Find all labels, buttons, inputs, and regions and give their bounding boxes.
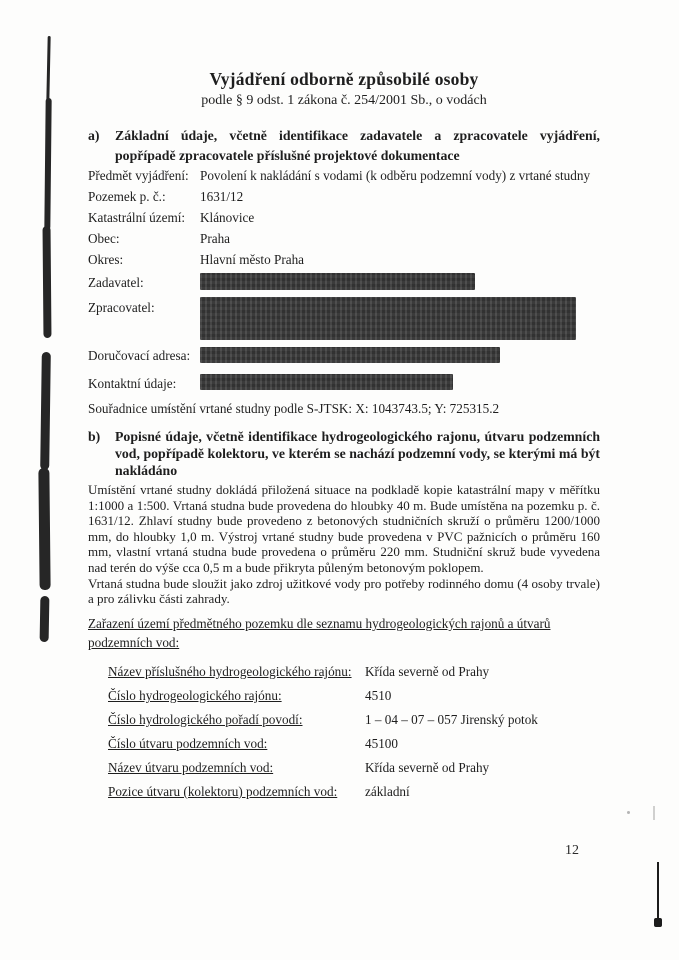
scan-binding-streak — [43, 226, 52, 338]
field-row-predmet — [88, 165, 600, 186]
body-paragraph-1: Umístění vrtané studny dokládá přiložená situace na podkladě kopie katastrální mapy v měřítku 1:1000 a 1:500. Vrtaná studna bude provedena do hloubky 40 m. Bude umístěna na pozemku p. č. 1631/12. Zhlaví studny bude provedeno z betonových studničních skruží o průměru 1200/1000 mm, do hloubky 1,0 m. Výstroj vrtané studny bude provedena v PVC pažnicích o průměru 160 mm, vlastní vrtaná studna bude provedena o průměru 220 mm. Studniční skruž bude vyvedena nad terén do výše cca 0,5 m a bude přikryta půleným betonovým poklopem. — [88, 482, 600, 575]
scan-edge-mark — [654, 918, 662, 927]
field-row-katastralni-uzemi — [88, 207, 600, 228]
field-value: Povolení k nakládání s vodami (k odběru podzemní vody) z vrtané studny — [200, 168, 591, 183]
scan-binding-streak — [40, 352, 51, 470]
document-title: Vyjádření odborně způsobilé osoby — [209, 69, 479, 89]
field-label: Zadavatel: — [88, 275, 144, 290]
list-row-pozice-utvaru — [108, 785, 600, 800]
field-value: Klánovice — [200, 210, 255, 225]
field-row-dorucovaci-adresa — [88, 345, 600, 366]
body-paragraph-2: Vrtaná studna bude sloužit jako zdroj užitkové vody pro potřeby rodinného domu (4 osoby trvale) a pro zálivku části zahrady. — [88, 575, 600, 607]
scan-binding-streak — [46, 36, 50, 102]
field-value: Praha — [200, 231, 231, 246]
field-row-zadavatel — [88, 272, 600, 293]
list-label: Název příslušného hydrogeologického rajónu: — [108, 663, 352, 679]
page-number: 12 — [565, 843, 579, 858]
section-a-heading-text: Základní údaje, včetně identifikace zadavatele a zpracovatele vyjádření, popřípadě zpracovatele příslušné projektové dokumentace — [115, 128, 600, 163]
redaction-bar — [200, 374, 453, 390]
field-row-pozemek — [88, 186, 600, 207]
field-label: Okres: — [88, 252, 124, 267]
list-value: 4510 — [365, 687, 392, 703]
field-row-kontaktni-udaje — [88, 373, 600, 394]
field-value: Hlavní město Praha — [200, 252, 305, 267]
list-row-cislo-utvaru — [108, 737, 600, 752]
section-b-heading — [88, 428, 600, 479]
list-value: 1 – 04 – 07 – 057 Jirenský potok — [365, 711, 538, 727]
list-value: Křída severně od Prahy — [365, 663, 490, 679]
redaction-bar — [200, 347, 500, 363]
field-row-obec — [88, 228, 600, 249]
field-value: 1631/12 — [200, 189, 244, 204]
field-row-zpracovatel — [88, 297, 600, 340]
list-row-nazev-rajonu — [108, 665, 600, 680]
coordinates-line: Souřadnice umístění vrtané studny podle S-JTSK: X: 1043743.5; Y: 725315.2 — [88, 401, 500, 416]
list-label: Číslo útvaru podzemních vod: — [108, 735, 268, 751]
list-label: Pozice útvaru (kolektoru) podzemních vod: — [108, 783, 338, 799]
field-row-okres — [88, 249, 600, 270]
section-b-marker: b) — [88, 429, 101, 444]
field-label: Katastrální území: — [88, 210, 186, 225]
list-row-cislo-rajonu — [108, 689, 600, 704]
list-value: základní — [365, 783, 410, 799]
hydrogeology-list — [88, 665, 600, 800]
list-label: Název útvaru podzemních vod: — [108, 759, 274, 775]
list-row-cislo-povodi — [108, 713, 600, 728]
document-subtitle: podle § 9 odst. 1 zákona č. 254/2001 Sb., o vodách — [201, 93, 487, 108]
list-label: Číslo hydrogeologického rajónu: — [108, 687, 282, 703]
scan-binding-streak — [40, 596, 50, 642]
field-label: Pozemek p. č.: — [88, 189, 166, 204]
redaction-bar — [200, 273, 475, 290]
section-a-marker: a) — [88, 128, 100, 143]
list-label: Číslo hydrologického pořadí povodí: — [108, 711, 303, 727]
list-value: 45100 — [365, 735, 398, 751]
field-label: Doručovací adresa: — [88, 348, 191, 363]
section-b-heading-text: Popisné údaje, včetně identifikace hydrogeologického rajonu, útvaru podzemních vod, popřípadě kolektoru, ve kterém se nachází podzemní vody, se kterými má být nakládáno — [115, 429, 600, 478]
scan-speck — [627, 811, 630, 814]
list-value: Křída severně od Prahy — [365, 759, 490, 775]
scan-speck — [653, 806, 655, 820]
list-row-nazev-utvaru — [108, 761, 600, 776]
field-label: Zpracovatel: — [88, 300, 155, 315]
document-content — [88, 68, 600, 809]
field-label: Kontaktní údaje: — [88, 376, 177, 391]
field-label: Obec: — [88, 231, 120, 246]
section-a-heading — [88, 126, 600, 165]
section-a-fields — [88, 165, 600, 394]
scan-edge-line — [657, 862, 659, 922]
scan-binding-streak — [38, 468, 50, 590]
redaction-bar — [200, 297, 576, 340]
classification-heading: Zařazení území předmětného pozemku dle seznamu hydrogeologických rajonů a útvarů podzemních vod: — [88, 615, 551, 650]
field-label: Předmět vyjádření: — [88, 168, 189, 183]
scan-binding-streak — [44, 98, 51, 230]
